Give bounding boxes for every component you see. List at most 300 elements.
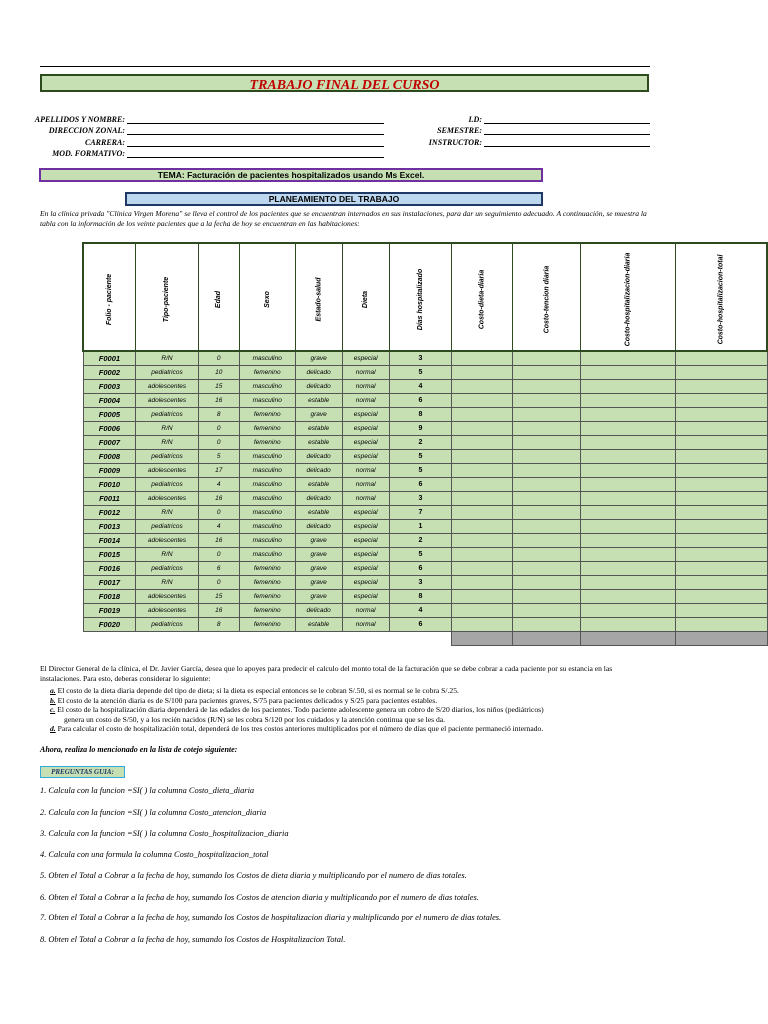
empty-cost-cell[interactable] xyxy=(452,408,513,422)
column-header-label: Días hospitalizado xyxy=(416,268,424,331)
patients-table xyxy=(82,242,768,646)
folio-cell[interactable]: F0018 xyxy=(83,590,136,604)
ahora-text: Ahora, realiza lo mencionado en la lista de cotejo siguiente: xyxy=(40,745,238,754)
empty-cost-cell[interactable] xyxy=(512,436,581,450)
empty-cost-cell[interactable] xyxy=(581,436,676,450)
table-cell[interactable]: 0 xyxy=(198,436,239,450)
empty-cost-cell[interactable] xyxy=(581,351,676,366)
table-cell[interactable]: femenino xyxy=(239,366,295,380)
empty-cost-cell[interactable] xyxy=(581,604,676,618)
table-cell[interactable]: adolescentes xyxy=(136,590,198,604)
table-cell[interactable]: delicado xyxy=(295,380,342,394)
table-cell[interactable]: R/N xyxy=(136,351,198,366)
empty-cost-cell[interactable] xyxy=(581,450,676,464)
table-cell[interactable]: femenino xyxy=(239,408,295,422)
label-apellidos: APELLIDOS Y NOMBRE: xyxy=(34,115,125,124)
column-header xyxy=(239,243,295,351)
table-cell[interactable]: 8 xyxy=(389,590,451,604)
table-cell[interactable]: pediatricos xyxy=(136,618,198,632)
table-cell[interactable]: normal xyxy=(342,478,389,492)
table-cell[interactable]: 8 xyxy=(389,408,451,422)
field-direccion[interactable] xyxy=(127,134,384,135)
empty-cost-cell[interactable] xyxy=(452,351,513,366)
table-cell[interactable]: 2 xyxy=(389,534,451,548)
table-cell[interactable]: especial xyxy=(342,408,389,422)
empty-cost-cell[interactable] xyxy=(676,394,767,408)
table-row xyxy=(83,590,767,604)
empty-cost-cell[interactable] xyxy=(581,394,676,408)
table-cell[interactable]: adolescentes xyxy=(136,394,198,408)
empty-cost-cell[interactable] xyxy=(452,548,513,562)
item-marker: b. xyxy=(50,695,56,705)
column-header xyxy=(452,243,513,351)
empty-cell xyxy=(389,632,451,646)
table-cell[interactable]: grave xyxy=(295,548,342,562)
table-cell[interactable]: adolescentes xyxy=(136,492,198,506)
table-cell[interactable]: 2 xyxy=(389,436,451,450)
table-cell[interactable]: 5 xyxy=(198,450,239,464)
table-cell[interactable]: R/N xyxy=(136,576,198,590)
table-cell[interactable]: R/N xyxy=(136,548,198,562)
empty-cost-cell[interactable] xyxy=(452,478,513,492)
folio-cell[interactable]: F0005 xyxy=(83,408,136,422)
consideration-item xyxy=(50,705,650,715)
empty-cost-cell[interactable] xyxy=(581,464,676,478)
tema-banner: TEMA: Facturación de pacientes hospitalizados usando Ms Excel. xyxy=(39,168,543,182)
column-header xyxy=(389,243,451,351)
table-cell[interactable]: pediatricos xyxy=(136,478,198,492)
table-cell[interactable]: estable xyxy=(295,506,342,520)
table-row xyxy=(83,380,767,394)
table-cell[interactable]: R/N xyxy=(136,506,198,520)
empty-cost-cell[interactable] xyxy=(581,548,676,562)
table-cell[interactable]: 16 xyxy=(198,492,239,506)
table-cell[interactable]: femenino xyxy=(239,562,295,576)
table-cell[interactable]: especial xyxy=(342,506,389,520)
folio-cell[interactable]: F0014 xyxy=(83,534,136,548)
column-header xyxy=(512,243,581,351)
table-cell[interactable]: estable xyxy=(295,478,342,492)
table-cell[interactable]: estable xyxy=(295,436,342,450)
folio-cell[interactable]: F0004 xyxy=(83,394,136,408)
table-cell[interactable]: 6 xyxy=(198,562,239,576)
empty-cost-cell[interactable] xyxy=(512,478,581,492)
empty-cost-cell[interactable] xyxy=(581,408,676,422)
item-marker: a. xyxy=(50,686,56,695)
guide-question: 7. Obten el Total a Cobrar a la fecha de hoy, sumando los Costos de hospitalizacion diaria y multiplicando por el numero de dias totales. xyxy=(40,913,502,922)
empty-cost-cell[interactable] xyxy=(676,478,767,492)
empty-cost-cell[interactable] xyxy=(452,562,513,576)
guide-question: 4. Calcula con una formula la columna Costo_hospitalizacion_total xyxy=(40,850,269,859)
empty-cost-cell[interactable] xyxy=(512,604,581,618)
total-cell[interactable] xyxy=(676,632,767,646)
empty-cost-cell[interactable] xyxy=(512,450,581,464)
empty-cost-cell[interactable] xyxy=(452,450,513,464)
table-cell[interactable]: masculino xyxy=(239,534,295,548)
table-cell[interactable]: 10 xyxy=(198,366,239,380)
empty-cost-cell[interactable] xyxy=(452,436,513,450)
table-cell[interactable]: estable xyxy=(295,394,342,408)
table-cell[interactable]: normal xyxy=(342,604,389,618)
preguntas-label: PREGUNTAS GUIA: xyxy=(40,766,125,778)
table-row xyxy=(83,450,767,464)
field-semestre[interactable] xyxy=(484,134,650,135)
empty-cost-cell[interactable] xyxy=(512,562,581,576)
table-row xyxy=(83,408,767,422)
table-cell[interactable]: femenino xyxy=(239,436,295,450)
column-header xyxy=(581,243,676,351)
table-cell[interactable]: 17 xyxy=(198,464,239,478)
empty-cost-cell[interactable] xyxy=(512,394,581,408)
empty-cost-cell[interactable] xyxy=(512,351,581,366)
empty-cost-cell[interactable] xyxy=(452,380,513,394)
empty-cost-cell[interactable] xyxy=(581,422,676,436)
table-cell[interactable]: pediatricos xyxy=(136,562,198,576)
empty-cost-cell[interactable] xyxy=(452,464,513,478)
column-header-label: Dieta xyxy=(362,290,370,309)
label-instructor: INSTRUCTOR: xyxy=(428,138,482,147)
folio-cell[interactable]: F0002 xyxy=(83,366,136,380)
table-cell[interactable]: normal xyxy=(342,394,389,408)
field-modulo[interactable] xyxy=(127,157,384,158)
empty-cost-cell[interactable] xyxy=(676,590,767,604)
table-cell[interactable]: femenino xyxy=(239,576,295,590)
table-cell[interactable]: normal xyxy=(342,618,389,632)
column-header xyxy=(136,243,198,351)
empty-cost-cell[interactable] xyxy=(676,520,767,534)
table-cell[interactable]: grave xyxy=(295,534,342,548)
table-cell[interactable]: 5 xyxy=(389,366,451,380)
folio-cell[interactable]: F0020 xyxy=(83,618,136,632)
item-marker: d. xyxy=(50,724,56,733)
guide-question: 5. Obten el Total a Cobrar a la fecha de hoy, sumando los Costos de dieta diaria y multiplicando por el numero de dias totales. xyxy=(40,871,467,880)
table-row xyxy=(83,436,767,450)
table-cell[interactable]: 0 xyxy=(198,351,239,366)
empty-cost-cell[interactable] xyxy=(581,520,676,534)
table-cell[interactable]: pediatricos xyxy=(136,450,198,464)
empty-cost-cell[interactable] xyxy=(581,618,676,632)
table-cell[interactable]: femenino xyxy=(239,618,295,632)
empty-cost-cell[interactable] xyxy=(676,408,767,422)
column-header xyxy=(198,243,239,351)
table-cell[interactable]: 0 xyxy=(198,548,239,562)
item-text: El costo de la dieta diaria depende del tipo de dieta; si la dieta es especial entonces se le cobran S/.50, si es normal se le cobra S/.25. xyxy=(55,686,459,695)
empty-cost-cell[interactable] xyxy=(581,492,676,506)
table-cell[interactable]: masculino xyxy=(239,450,295,464)
table-cell[interactable]: normal xyxy=(342,464,389,478)
empty-cost-cell[interactable] xyxy=(512,618,581,632)
table-cell[interactable]: especial xyxy=(342,562,389,576)
folio-cell[interactable]: F0012 xyxy=(83,506,136,520)
empty-cost-cell[interactable] xyxy=(452,576,513,590)
table-cell[interactable]: grave xyxy=(295,562,342,576)
table-header-row xyxy=(83,243,767,351)
empty-cost-cell[interactable] xyxy=(581,576,676,590)
folio-cell[interactable]: F0010 xyxy=(83,478,136,492)
empty-cost-cell[interactable] xyxy=(676,534,767,548)
empty-cost-cell[interactable] xyxy=(676,576,767,590)
table-cell[interactable]: 3 xyxy=(389,351,451,366)
table-cell[interactable]: grave xyxy=(295,590,342,604)
table-cell[interactable]: adolescentes xyxy=(136,380,198,394)
column-header-label: Sexo xyxy=(263,291,271,308)
column-header xyxy=(83,243,136,351)
table-cell[interactable]: delicado xyxy=(295,604,342,618)
empty-cost-cell[interactable] xyxy=(581,534,676,548)
empty-cost-cell[interactable] xyxy=(452,422,513,436)
folio-cell[interactable]: F0016 xyxy=(83,562,136,576)
empty-cost-cell[interactable] xyxy=(581,590,676,604)
field-apellidos[interactable] xyxy=(127,123,384,124)
table-cell[interactable]: femenino xyxy=(239,590,295,604)
column-header xyxy=(676,243,767,351)
empty-cost-cell[interactable] xyxy=(512,366,581,380)
empty-cost-cell[interactable] xyxy=(676,604,767,618)
guide-question: 3. Calcula con la funcion =SI( ) la columna Costo_hospitalizacion_diaria xyxy=(40,829,289,838)
guide-question: 2. Calcula con la funcion =SI( ) la columna Costo_atencion_diaria xyxy=(40,808,267,817)
table-cell[interactable]: 4 xyxy=(389,604,451,618)
table-cell[interactable]: especial xyxy=(342,576,389,590)
folio-cell[interactable]: F0008 xyxy=(83,450,136,464)
table-cell[interactable]: 5 xyxy=(389,450,451,464)
table-cell[interactable]: masculino xyxy=(239,548,295,562)
table-cell[interactable]: masculino xyxy=(239,464,295,478)
table-cell[interactable]: 1 xyxy=(389,520,451,534)
table-cell[interactable]: R/N xyxy=(136,422,198,436)
empty-cost-cell[interactable] xyxy=(676,422,767,436)
empty-cost-cell[interactable] xyxy=(676,436,767,450)
considerations-list xyxy=(50,686,650,734)
table-cell[interactable]: 6 xyxy=(389,394,451,408)
folio-cell[interactable]: F0013 xyxy=(83,520,136,534)
table-cell[interactable]: 16 xyxy=(198,604,239,618)
empty-cost-cell[interactable] xyxy=(512,548,581,562)
table-cell[interactable]: especial xyxy=(342,351,389,366)
folio-cell[interactable]: F0011 xyxy=(83,492,136,506)
table-cell[interactable]: 16 xyxy=(198,534,239,548)
table-cell[interactable]: R/N xyxy=(136,436,198,450)
table-cell[interactable]: 9 xyxy=(389,422,451,436)
folio-cell[interactable]: F0007 xyxy=(83,436,136,450)
empty-cost-cell[interactable] xyxy=(512,576,581,590)
table-cell[interactable]: delicado xyxy=(295,450,342,464)
table-cell[interactable]: masculino xyxy=(239,351,295,366)
table-row xyxy=(83,351,767,366)
empty-cost-cell[interactable] xyxy=(676,618,767,632)
table-cell[interactable]: grave xyxy=(295,351,342,366)
table-cell[interactable]: 5 xyxy=(389,464,451,478)
table-cell[interactable]: pediatricos xyxy=(136,408,198,422)
item-marker: c. xyxy=(50,705,56,714)
table-cell[interactable]: delicado xyxy=(295,520,342,534)
empty-cost-cell[interactable] xyxy=(676,492,767,506)
empty-cost-cell[interactable] xyxy=(512,492,581,506)
table-cell[interactable]: 8 xyxy=(198,618,239,632)
table-cell[interactable]: delicado xyxy=(295,366,342,380)
folio-cell[interactable]: F0015 xyxy=(83,548,136,562)
empty-cost-cell[interactable] xyxy=(676,562,767,576)
field-instructor[interactable] xyxy=(484,146,650,147)
field-id[interactable] xyxy=(484,123,650,124)
empty-cost-cell[interactable] xyxy=(512,422,581,436)
empty-cost-cell[interactable] xyxy=(452,366,513,380)
page-title-bar xyxy=(40,74,649,92)
item-text: Para calcular el costo de hospitalización total, dependerá de los tres costos anteriores multiplicados por el número de días que el paciente permaneció internado. xyxy=(55,724,544,733)
table-cell[interactable]: pediatricos xyxy=(136,520,198,534)
empty-cost-cell[interactable] xyxy=(676,464,767,478)
folio-cell[interactable]: F0006 xyxy=(83,422,136,436)
table-cell[interactable]: femenino xyxy=(239,604,295,618)
empty-cost-cell[interactable] xyxy=(512,380,581,394)
table-cell[interactable]: adolescentes xyxy=(136,464,198,478)
table-cell[interactable]: 8 xyxy=(198,408,239,422)
table-row xyxy=(83,534,767,548)
table-row xyxy=(83,604,767,618)
table-cell[interactable]: masculino xyxy=(239,520,295,534)
table-cell[interactable]: especial xyxy=(342,590,389,604)
table-cell[interactable]: 15 xyxy=(198,590,239,604)
total-cell[interactable] xyxy=(452,632,513,646)
table-cell[interactable]: grave xyxy=(295,408,342,422)
label-semestre: SEMESTRE: xyxy=(437,126,482,135)
empty-cost-cell[interactable] xyxy=(452,590,513,604)
table-cell[interactable]: especial xyxy=(342,534,389,548)
folio-cell[interactable]: F0003 xyxy=(83,380,136,394)
table-cell[interactable]: masculino xyxy=(239,380,295,394)
folio-cell[interactable]: F0009 xyxy=(83,464,136,478)
empty-cost-cell[interactable] xyxy=(581,506,676,520)
empty-cost-cell[interactable] xyxy=(676,380,767,394)
table-cell[interactable]: masculino xyxy=(239,506,295,520)
empty-cost-cell[interactable] xyxy=(581,478,676,492)
empty-cell xyxy=(83,632,136,646)
table-row xyxy=(83,520,767,534)
empty-cost-cell[interactable] xyxy=(512,590,581,604)
intro-text: En la clínica privada "Clínica Virgen Morena" se lleva el control de los pacientes que se encuentran internados en sus instalaciones, para dar un seguimiento adecuado. A continuación, se muestra la tabla con la información de los veinte pacientes que a la fecha de hoy se encuentran en las habitaciones: xyxy=(40,209,647,228)
table-cell[interactable]: normal xyxy=(342,492,389,506)
table-cell[interactable]: 4 xyxy=(389,380,451,394)
table-cell[interactable]: normal xyxy=(342,380,389,394)
table-cell[interactable]: 16 xyxy=(198,394,239,408)
empty-cost-cell[interactable] xyxy=(676,548,767,562)
table-cell[interactable]: femenino xyxy=(239,422,295,436)
table-cell[interactable]: 0 xyxy=(198,506,239,520)
table-cell[interactable]: 3 xyxy=(389,492,451,506)
empty-cost-cell[interactable] xyxy=(676,450,767,464)
table-cell[interactable]: 4 xyxy=(198,478,239,492)
table-cell[interactable]: 4 xyxy=(198,520,239,534)
table-cell[interactable]: especial xyxy=(342,450,389,464)
consideration-item xyxy=(50,724,650,734)
table-cell[interactable]: masculino xyxy=(239,394,295,408)
total-cell[interactable] xyxy=(581,632,676,646)
table-cell[interactable]: 6 xyxy=(389,478,451,492)
table-cell[interactable]: especial xyxy=(342,548,389,562)
guide-question: 1. Calcula con la funcion =SI( ) la columna Costo_dieta_diaria xyxy=(40,786,255,795)
folio-cell[interactable]: F0001 xyxy=(83,351,136,366)
empty-cost-cell[interactable] xyxy=(452,506,513,520)
table-cell[interactable]: estable xyxy=(295,422,342,436)
table-cell[interactable]: 5 xyxy=(389,548,451,562)
column-header xyxy=(342,243,389,351)
empty-cost-cell[interactable] xyxy=(452,520,513,534)
consideration-item xyxy=(50,686,650,696)
table-cell[interactable]: 0 xyxy=(198,576,239,590)
table-row xyxy=(83,618,767,632)
empty-cost-cell[interactable] xyxy=(512,506,581,520)
column-header-label: Folio - paciente xyxy=(106,273,114,326)
empty-cost-cell[interactable] xyxy=(512,464,581,478)
planeamiento-banner: PLANEAMIENTO DEL TRABAJO xyxy=(125,192,543,206)
table-row xyxy=(83,464,767,478)
empty-cost-cell[interactable] xyxy=(581,380,676,394)
director-paragraph: El Director General de la clínica, el Dr. Javier García, desea que lo apoyes para predecir el calculo del monto total de la facturación que se debe cobrar a cada paciente por su estancia en las instalaciones. Para esto, deberas considerar lo siguiente: xyxy=(40,664,613,683)
totals-row xyxy=(83,632,767,646)
table-cell[interactable]: especial xyxy=(342,422,389,436)
empty-cost-cell[interactable] xyxy=(452,534,513,548)
table-row xyxy=(83,492,767,506)
empty-cost-cell[interactable] xyxy=(676,351,767,366)
column-header-label: Tipo-paciente xyxy=(163,276,171,323)
label-id: I.D: xyxy=(468,115,482,124)
empty-cost-cell[interactable] xyxy=(512,534,581,548)
table-cell[interactable]: estable xyxy=(295,618,342,632)
table-cell[interactable]: 15 xyxy=(198,380,239,394)
empty-cost-cell[interactable] xyxy=(452,492,513,506)
table-cell[interactable]: normal xyxy=(342,366,389,380)
empty-cost-cell[interactable] xyxy=(512,520,581,534)
table-cell[interactable]: 0 xyxy=(198,422,239,436)
empty-cost-cell[interactable] xyxy=(676,506,767,520)
field-carrera[interactable] xyxy=(127,146,384,147)
table-row xyxy=(83,548,767,562)
column-header-label: Estado-salud xyxy=(315,277,323,322)
table-cell[interactable]: delicado xyxy=(295,492,342,506)
table-cell[interactable]: especial xyxy=(342,436,389,450)
total-cell[interactable] xyxy=(512,632,581,646)
guide-question: 6. Obten el Total a Cobrar a la fecha de hoy, sumando los Costos de atencion diaria y multiplicando por el numero de dias totales. xyxy=(40,893,479,902)
table-row xyxy=(83,576,767,590)
label-direccion: DIRECCION ZONAL: xyxy=(48,126,125,135)
empty-cost-cell[interactable] xyxy=(452,394,513,408)
table-cell[interactable]: masculino xyxy=(239,478,295,492)
table-cell[interactable]: grave xyxy=(295,576,342,590)
empty-cost-cell[interactable] xyxy=(452,604,513,618)
empty-cost-cell[interactable] xyxy=(581,562,676,576)
table-cell[interactable]: 6 xyxy=(389,618,451,632)
empty-cell xyxy=(136,632,198,646)
item-text: genera un costo de S/50, y a los recién nacidos (R/N) se les cobra S/120 por los cuidados y la atención continua que se les da. xyxy=(64,714,446,724)
table-cell[interactable]: 6 xyxy=(389,562,451,576)
empty-cost-cell[interactable] xyxy=(452,618,513,632)
column-header-label: Costo-hospitalizacion-total xyxy=(717,254,725,345)
folio-cell[interactable]: F0017 xyxy=(83,576,136,590)
table-cell[interactable]: adolescentes xyxy=(136,534,198,548)
table-row xyxy=(83,422,767,436)
table-cell[interactable]: 3 xyxy=(389,576,451,590)
folio-cell[interactable]: F0019 xyxy=(83,604,136,618)
table-cell[interactable]: delicado xyxy=(295,464,342,478)
table-cell[interactable]: especial xyxy=(342,520,389,534)
empty-cost-cell[interactable] xyxy=(676,366,767,380)
table-cell[interactable]: 7 xyxy=(389,506,451,520)
empty-cost-cell[interactable] xyxy=(581,366,676,380)
empty-cost-cell[interactable] xyxy=(512,408,581,422)
table-cell[interactable]: pediatricos xyxy=(136,366,198,380)
table-cell[interactable]: masculino xyxy=(239,492,295,506)
empty-cell xyxy=(342,632,389,646)
table-cell[interactable]: adolescentes xyxy=(136,604,198,618)
